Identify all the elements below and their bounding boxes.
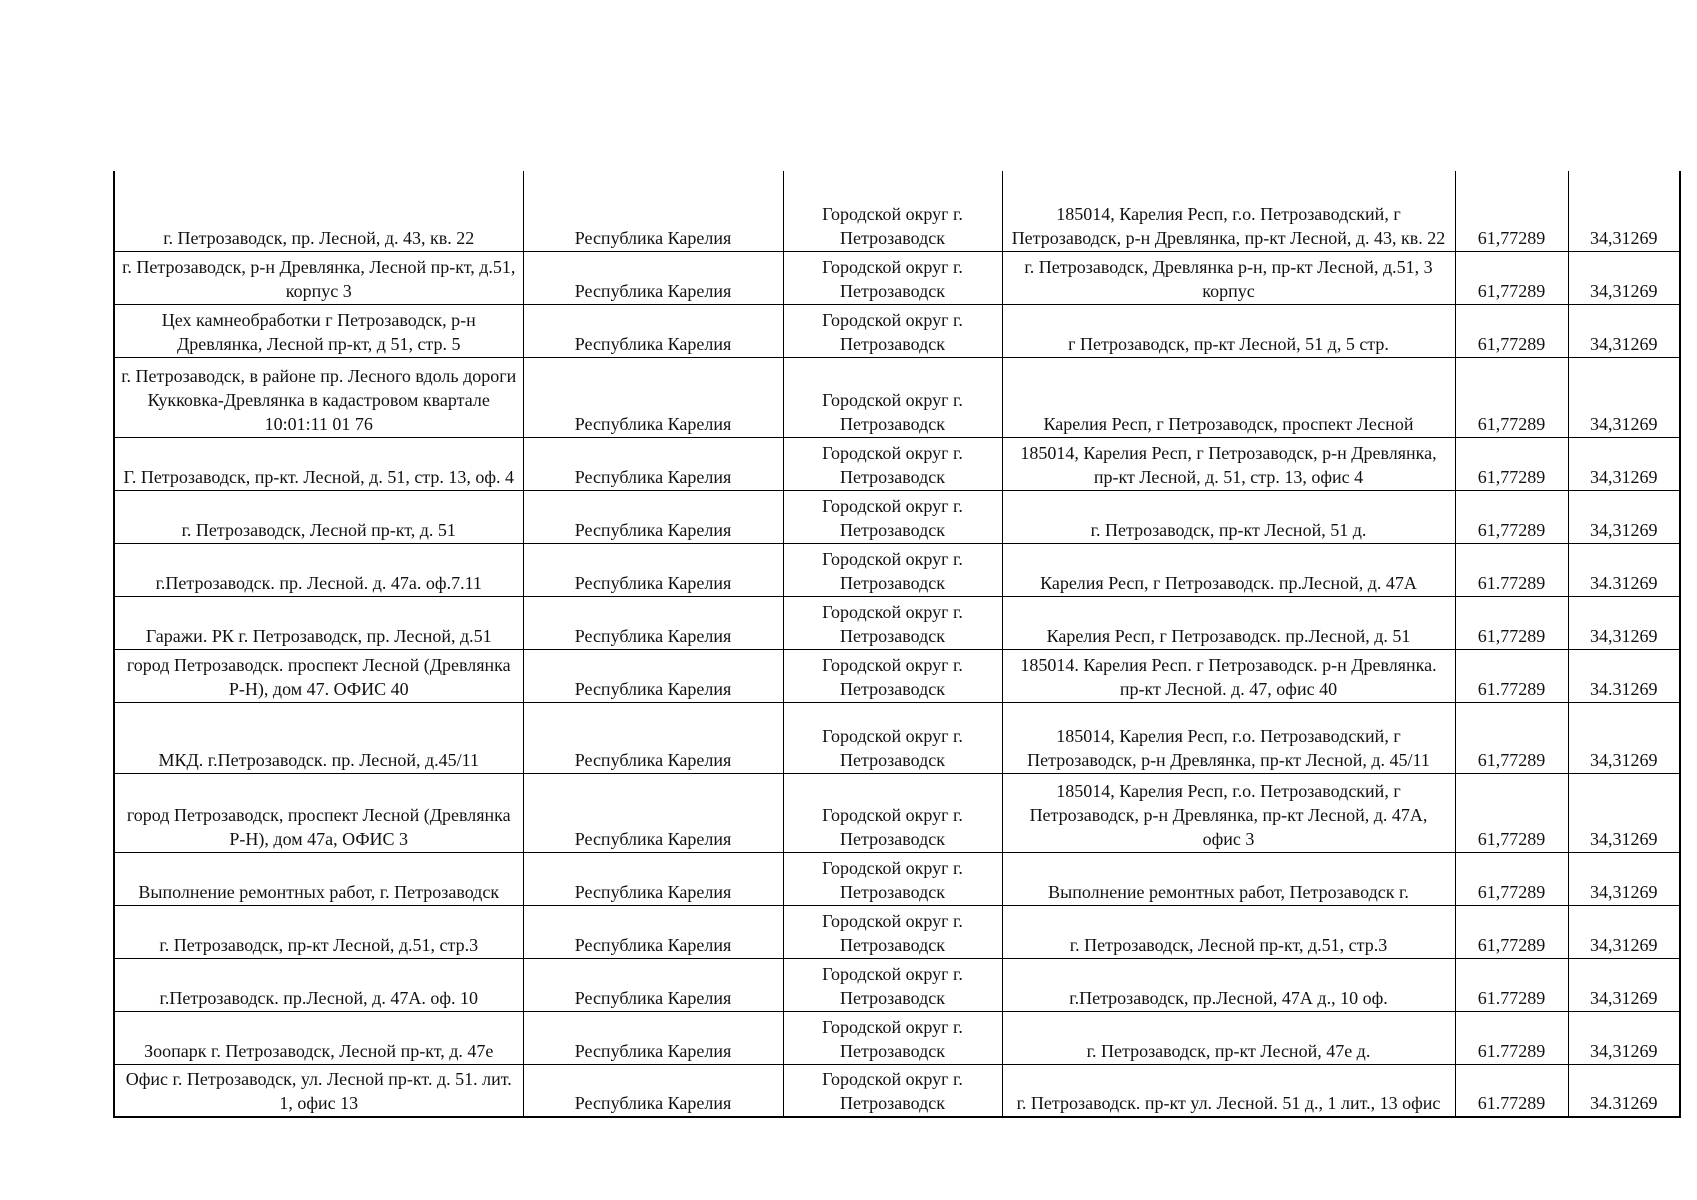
table-row: [114, 773, 1680, 852]
address-cell: город Петрозаводск, проспект Лесной (Древлянка Р-Н), дом 47а, ОФИС 3: [114, 773, 523, 852]
region-cell: Республика Карелия: [523, 251, 783, 304]
region-cell: Республика Карелия: [523, 905, 783, 958]
district-cell: Городской округ г. Петрозаводск: [783, 437, 1002, 490]
district-cell: Городской округ г. Петрозаводск: [783, 905, 1002, 958]
longitude-cell: 34,31269: [1568, 1011, 1680, 1064]
address-table: [113, 171, 1681, 1118]
address-table-body: [114, 171, 1680, 1117]
table-row: [114, 543, 1680, 596]
address-cell: г. Петрозаводск, р-н Древлянка, Лесной пр-кт, д.51, корпус 3: [114, 251, 523, 304]
address-cell: Цех камнеобработки г Петрозаводск, р-н Древлянка, Лесной пр-кт, д 51, стр. 5: [114, 304, 523, 357]
region-cell: Республика Карелия: [523, 596, 783, 649]
region-cell: Республика Карелия: [523, 649, 783, 702]
table-row: [114, 1011, 1680, 1064]
region-cell: Республика Карелия: [523, 357, 783, 437]
address-cell: Г. Петрозаводск, пр-кт. Лесной, д. 51, стр. 13, оф. 4: [114, 437, 523, 490]
table-row: [114, 702, 1680, 773]
address-cell: Гаражи. РК г. Петрозаводск, пр. Лесной, д.51: [114, 596, 523, 649]
full-address-cell: г. Петрозаводск, пр-кт Лесной, 47е д.: [1002, 1011, 1455, 1064]
latitude-cell: 61,77289: [1455, 251, 1568, 304]
table-row: [114, 596, 1680, 649]
longitude-cell: 34,31269: [1568, 773, 1680, 852]
latitude-cell: 61,77289: [1455, 304, 1568, 357]
address-cell: город Петрозаводск. проспект Лесной (Древлянка Р-Н), дом 47. ОФИС 40: [114, 649, 523, 702]
address-cell: Офис г. Петрозаводск, ул. Лесной пр-кт. д. 51. лит. 1, офис 13: [114, 1064, 523, 1117]
latitude-cell: 61.77289: [1455, 543, 1568, 596]
district-cell: Городской округ г. Петрозаводск: [783, 304, 1002, 357]
district-cell: Городской округ г. Петрозаводск: [783, 251, 1002, 304]
longitude-cell: 34,31269: [1568, 171, 1680, 251]
longitude-cell: 34,31269: [1568, 357, 1680, 437]
district-cell: Городской округ г. Петрозаводск: [783, 1011, 1002, 1064]
table-row: [114, 171, 1680, 251]
region-cell: Республика Карелия: [523, 958, 783, 1011]
address-cell: г. Петрозаводск, пр. Лесной, д. 43, кв. 22: [114, 171, 523, 251]
table-row: [114, 304, 1680, 357]
full-address-cell: г.Петрозаводск, пр.Лесной, 47А д., 10 оф.: [1002, 958, 1455, 1011]
full-address-cell: г. Петрозаводск, Лесной пр-кт, д.51, стр.3: [1002, 905, 1455, 958]
latitude-cell: 61,77289: [1455, 702, 1568, 773]
table-row: [114, 649, 1680, 702]
full-address-cell: Карелия Респ, г Петрозаводск. пр.Лесной, д. 51: [1002, 596, 1455, 649]
full-address-cell: 185014, Карелия Респ, г.о. Петрозаводский, г Петрозаводск, р-н Древлянка, пр-кт Лесной, д. 45/11: [1002, 702, 1455, 773]
district-cell: Городской округ г. Петрозаводск: [783, 852, 1002, 905]
address-cell: г. Петрозаводск, в районе пр. Лесного вдоль дороги Кукковка-Древлянка в кадастровом квартале 10:01:11 01 76: [114, 357, 523, 437]
full-address-cell: г. Петрозаводск, Древлянка р-н, пр-кт Лесной, д.51, 3 корпус: [1002, 251, 1455, 304]
longitude-cell: 34,31269: [1568, 702, 1680, 773]
latitude-cell: 61.77289: [1455, 1064, 1568, 1117]
district-cell: Городской округ г. Петрозаводск: [783, 773, 1002, 852]
full-address-cell: 185014, Карелия Респ, г.о. Петрозаводский, г Петрозаводск, р-н Древлянка, пр-кт Лесной, д. 47А, офис 3: [1002, 773, 1455, 852]
latitude-cell: 61.77289: [1455, 958, 1568, 1011]
table-row: [114, 437, 1680, 490]
region-cell: Республика Карелия: [523, 852, 783, 905]
latitude-cell: 61,77289: [1455, 437, 1568, 490]
district-cell: Городской округ г. Петрозаводск: [783, 649, 1002, 702]
address-cell: г.Петрозаводск. пр.Лесной, д. 47А. оф. 10: [114, 958, 523, 1011]
latitude-cell: 61.77289: [1455, 1011, 1568, 1064]
district-cell: Городской округ г. Петрозаводск: [783, 702, 1002, 773]
table-row: [114, 958, 1680, 1011]
full-address-cell: г. Петрозаводск. пр-кт ул. Лесной. 51 д., 1 лит., 13 офис: [1002, 1064, 1455, 1117]
district-cell: Городской округ г. Петрозаводск: [783, 596, 1002, 649]
table-row: [114, 251, 1680, 304]
longitude-cell: 34.31269: [1568, 1064, 1680, 1117]
longitude-cell: 34,31269: [1568, 905, 1680, 958]
region-cell: Республика Карелия: [523, 1064, 783, 1117]
table-row: [114, 905, 1680, 958]
address-cell: Выполнение ремонтных работ, г. Петрозаводск: [114, 852, 523, 905]
longitude-cell: 34,31269: [1568, 596, 1680, 649]
region-cell: Республика Карелия: [523, 1011, 783, 1064]
full-address-cell: 185014, Карелия Респ, г Петрозаводск, р-н Древлянка, пр-кт Лесной, д. 51, стр. 13, офис 4: [1002, 437, 1455, 490]
district-cell: Городской округ г. Петрозаводск: [783, 1064, 1002, 1117]
table-row: [114, 490, 1680, 543]
table-row: [114, 852, 1680, 905]
longitude-cell: 34,31269: [1568, 251, 1680, 304]
latitude-cell: 61,77289: [1455, 490, 1568, 543]
address-cell: МКД. г.Петрозаводск. пр. Лесной, д.45/11: [114, 702, 523, 773]
latitude-cell: 61,77289: [1455, 357, 1568, 437]
latitude-cell: 61.77289: [1455, 649, 1568, 702]
region-cell: Республика Карелия: [523, 490, 783, 543]
address-cell: Зоопарк г. Петрозаводск, Лесной пр-кт, д. 47е: [114, 1011, 523, 1064]
region-cell: Республика Карелия: [523, 702, 783, 773]
full-address-cell: 185014, Карелия Респ, г.о. Петрозаводский, г Петрозаводск, р-н Древлянка, пр-кт Лесной, д. 43, кв. 22: [1002, 171, 1455, 251]
full-address-cell: Выполнение ремонтных работ, Петрозаводск г.: [1002, 852, 1455, 905]
address-cell: г.Петрозаводск. пр. Лесной. д. 47а. оф.7.11: [114, 543, 523, 596]
region-cell: Республика Карелия: [523, 171, 783, 251]
address-cell: г. Петрозаводск, пр-кт Лесной, д.51, стр.3: [114, 905, 523, 958]
district-cell: Городской округ г. Петрозаводск: [783, 357, 1002, 437]
latitude-cell: 61,77289: [1455, 852, 1568, 905]
region-cell: Республика Карелия: [523, 437, 783, 490]
region-cell: Республика Карелия: [523, 304, 783, 357]
longitude-cell: 34.31269: [1568, 543, 1680, 596]
table-row: [114, 1064, 1680, 1117]
table-row: [114, 357, 1680, 437]
full-address-cell: 185014. Карелия Респ. г Петрозаводск. р-н Древлянка. пр-кт Лесной. д. 47, офис 40: [1002, 649, 1455, 702]
latitude-cell: 61,77289: [1455, 905, 1568, 958]
region-cell: Республика Карелия: [523, 773, 783, 852]
district-cell: Городской округ г. Петрозаводск: [783, 490, 1002, 543]
longitude-cell: 34,31269: [1568, 958, 1680, 1011]
latitude-cell: 61,77289: [1455, 773, 1568, 852]
district-cell: Городской округ г. Петрозаводск: [783, 543, 1002, 596]
longitude-cell: 34,31269: [1568, 437, 1680, 490]
longitude-cell: 34,31269: [1568, 852, 1680, 905]
latitude-cell: 61,77289: [1455, 171, 1568, 251]
full-address-cell: г. Петрозаводск, пр-кт Лесной, 51 д.: [1002, 490, 1455, 543]
district-cell: Городской округ г. Петрозаводск: [783, 171, 1002, 251]
full-address-cell: Карелия Респ, г Петрозаводск, проспект Лесной: [1002, 357, 1455, 437]
full-address-cell: Карелия Респ, г Петрозаводск. пр.Лесной, д. 47А: [1002, 543, 1455, 596]
district-cell: Городской округ г. Петрозаводск: [783, 958, 1002, 1011]
region-cell: Республика Карелия: [523, 543, 783, 596]
full-address-cell: г Петрозаводск, пр-кт Лесной, 51 д, 5 стр.: [1002, 304, 1455, 357]
latitude-cell: 61,77289: [1455, 596, 1568, 649]
longitude-cell: 34.31269: [1568, 649, 1680, 702]
longitude-cell: 34,31269: [1568, 304, 1680, 357]
longitude-cell: 34,31269: [1568, 490, 1680, 543]
address-cell: г. Петрозаводск, Лесной пр-кт, д. 51: [114, 490, 523, 543]
